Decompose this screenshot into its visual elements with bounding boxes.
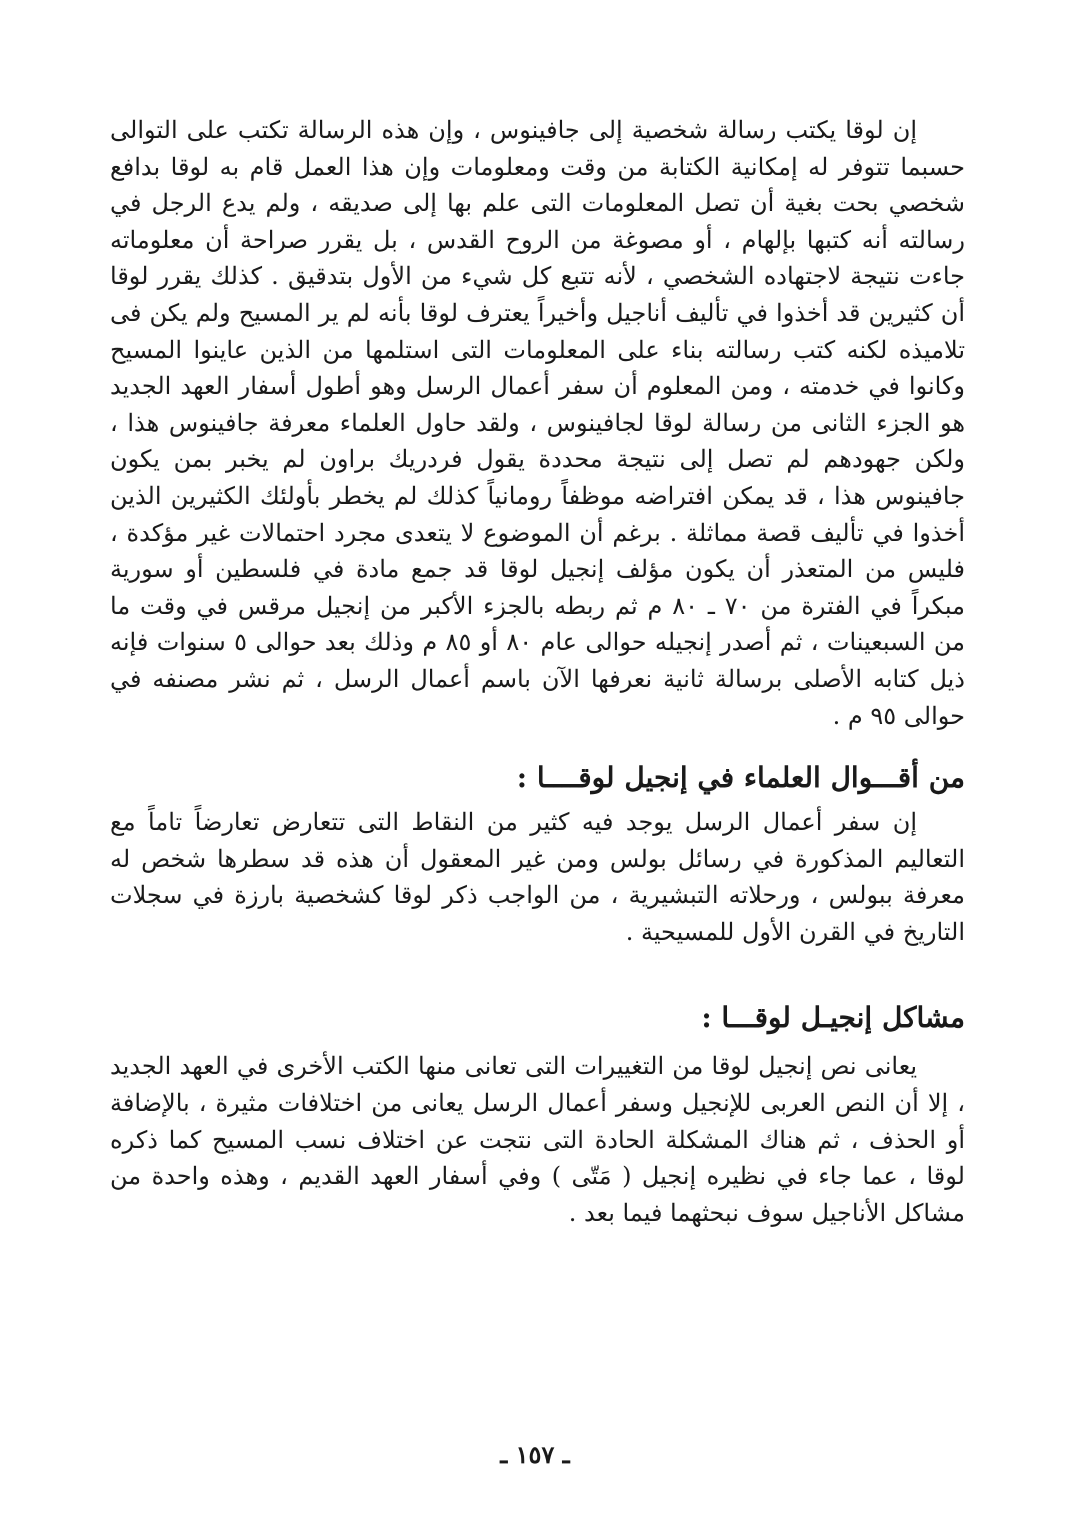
page-body [110,112,965,1231]
body-paragraph: إن لوقا يكتب رسالة شخصية إلى جافينوس ، وإن هذه الرسالة تكتب على التوالى حسبما تتوفر له إمكانية الكتابة من وقت ومعلومات وإن هذا العمل قام به لوقا بدافع شخصي بحت بغية أن تصل المعلومات التى علم بها إلى صديقه ، ولم يدع الرجل في رسالته أنه كتبها بإلهام ، أو مصوغة من الروح القدس ، بل يقرر صراحة أن معلوماته جاءت نتيجة لاجتهاده الشخصي ، لأنه تتبع كل شيء من الأول بتدقيق . كذلك يقرر لوقا أن كثيرين قد أخذوا في تأليف أناجيل وأخيراً يعترف لوقا بأنه لم ير المسيح ولم يكن فى تلاميذه لكنه كتب رسالته بناء على المعلومات التى استلمها من الذين عاينوا المسيح وكانوا في خدمته ، ومن المعلوم أن سفر أعمال الرسل وهو أطول أسفار العهد الجديد هو الجزء الثانى من رسالة لوقا لجافينوس ، ولقد حاول العلماء معرفة جافينوس هذا ، ولكن جهودهم لم تصل إلى نتيجة محددة يقول فردريك براون لم يخبر بمن يكون جافينوس هذا ، قد يمكن افتراضه موظفاً رومانياً كذلك لم يخطر بأولئك الكثيرين الذين أخذوا في تأليف قصة مماثلة . برغم أن الموضوع لا يتعدى مجرد احتمالات غير مؤكدة ، فليس من المتعذر أن يكون مؤلف إنجيل لوقا قد جمع مادة في فلسطين أو سورية مبكراً في الفترة من ٧٠ ـ ٨٠ م ثم ربطه بالجزء الأكبر من إنجيل مرقس في وقت ما من السبعينات ، ثم أصدر إنجيله حوالى عام ٨٠ أو ٨٥ م وذلك بعد حوالى ٥ سنوات فإنه ذيل كتابه الأصلى برسالة ثانية نعرفها الآن باسم أعمال الرسل ، ثم نشر مصنفه في حوالى ٩٥ م . [110,116,965,730]
body-paragraph: يعانى نص إنجيل لوقا من التغييرات التى تعانى منها الكتب الأخرى في العهد الجديد ، إلا أن النص العربى للإنجيل وسفر أعمال الرسل يعانى من اختلافات مثيرة ، بالإضافة أو الحذف ، ثم هناك المشكلة الحادة التى نتجت عن اختلاف نسب المسيح كما ذكره لوقا ، عما جاء في نظيره إنجيل ( مَتّى ) وفي أسفار العهد القديم ، وهذه واحدة من مشاكل الأناجيل سوف نبحثهما فيما بعد . [110,1052,965,1227]
section-heading: مشاكل إنجيـل لوقـــا : [701,1001,965,1035]
body-paragraph: إن سفر أعمال الرسل يوجد فيه كثير من النقاط التى تتعارض تعارضاً تاماً مع التعاليم المذكورة في رسائل بولس ومن غير المعقول أن هذه قد سطرها شخص له معرفة ببولس ، ورحلاته التبشيرية ، من الواجب ذكر لوقا كشخصية بارزة في سجلات التاريخ في القرن الأول للمسيحية . [110,808,965,946]
section-heading: من أقـــوال العلماء في إنجيل لوقــــا : [516,761,965,795]
page-number: ـ ١٥٧ ـ [500,1440,570,1469]
